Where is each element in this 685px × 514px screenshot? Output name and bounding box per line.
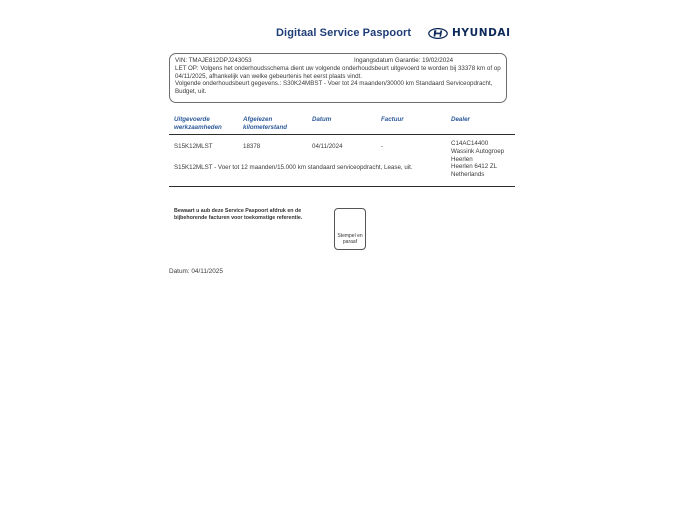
dealer-country: Netherlands [451,171,485,179]
attention-text: LET OP: Volgens het onderhoudsschema dient uw volgende onderhoudsbeurt uitgevoerd te worden bij 33378 km of op 04/11/2025, afhankelijk van welke gebeurtenis het eerst plaats vindt. [175,64,501,80]
vehicle-info-box [169,53,507,103]
next-service-text: Volgende onderhoudsbeurt gegevens.: S30K24MBST - Voer tot 24 maanden/30000 km Standaard Serviceopdracht, Budget, uit. [175,80,493,96]
column-header-dealer: Dealer [451,116,470,123]
row-date-cell: 04/11/2024 [312,143,343,150]
column-header-date: Datum [312,116,332,123]
brand-name: HYUNDAI [452,27,511,39]
warranty-start-text: Ingangsdatum Garantie: 19/02/2024 [354,57,454,64]
dealer-name: Wassink Autogroep [451,147,505,155]
table-bottom-divider [169,186,515,187]
vin-text: VIN: TMAJE812DPJ243053 [175,57,252,64]
column-header-mileage: Afgelezen kilometerstand [243,116,288,131]
stamp-label: Stempel en paraaf [337,233,363,245]
row-description: S15K12MLST - Voer tot 12 maanden/15.000 km standaard serviceopdracht, Lease, uit. [174,164,413,171]
hyundai-logo-icon [428,28,448,39]
dealer-postal: Heerlen 6412 ZL [451,163,498,171]
dealer-city: Heerlen [451,155,473,163]
row-dealer-cell [451,140,504,179]
stamp-box [334,208,366,250]
retention-note: Bewaart u aub deze Service Paspoort afdruk en de bijbehorende facturen voor toekomstige referentie. [174,208,303,221]
document-date: Datum: 04/11/2025 [169,268,223,275]
service-table-header [169,114,515,135]
column-header-invoice: Factuur [381,116,404,123]
column-header-work: Uitgevoerde werkzaamheden [174,116,222,131]
dealer-code: C14AC14400 [451,140,489,147]
brand-logo [428,27,511,39]
document-title: Digitaal Service Paspoort [276,27,412,39]
row-invoice-cell: - [381,143,384,150]
row-work-cell: S15K12MLST [174,143,213,150]
row-mileage-cell: 18378 [243,143,261,150]
